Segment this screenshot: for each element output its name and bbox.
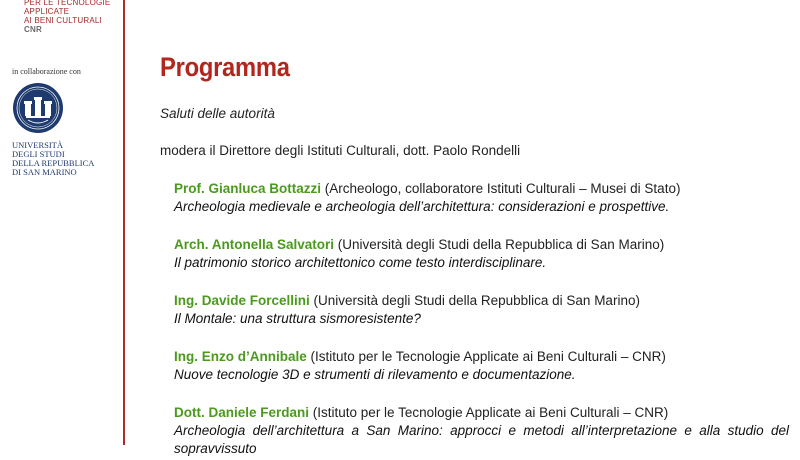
org-name-line: PER LE TECNOLOGIE (24, 0, 111, 7)
speaker-affiliation: (Istituto per le Tecnologie Applicate ai Beni Culturali – CNR) (309, 405, 669, 420)
collaboration-label: in collaborazione con (12, 67, 81, 76)
speaker-entry (174, 348, 789, 404)
org-cnr: CNR (24, 25, 42, 34)
talk-title: Archeologia dell’architettura a San Marino: approcci e metodi all’interpretazione e alla studio del sopravvissuto (174, 423, 789, 456)
speaker-name: Ing. Enzo d’Annibale (174, 349, 307, 364)
speaker-name: Arch. Antonella Salvatori (174, 237, 335, 252)
greetings-line: Saluti delle autorità (160, 106, 275, 121)
talk-title: Il patrimonio storico architettonico come testo interdisciplinare. (174, 255, 547, 270)
speaker-entry (174, 292, 789, 348)
speaker-affiliation: (Università degli Studi della Repubblica di San Marino) (309, 293, 640, 308)
org-name-line: AI BENI CULTURALI (24, 16, 102, 25)
university-name-line: DELLA REPUBBLICA (12, 158, 95, 168)
speaker-name: Dott. Daniele Ferdani (174, 405, 310, 420)
speaker-affiliation: (Istituto per le Tecnologie Applicate ai Beni Culturali – CNR) (306, 349, 666, 364)
vertical-divider (123, 0, 125, 445)
speaker-affiliation: (Università degli Studi della Repubblica di San Marino) (334, 237, 665, 252)
university-name-line: UNIVERSITÀ (12, 140, 63, 150)
page-title: Programma (160, 52, 290, 82)
speaker-affiliation: (Archeologo, collaboratore Istituti Culturali – Musei di Stato) (321, 181, 681, 196)
university-seal-icon (12, 82, 64, 134)
talk-title: Archeologia medievale e archeologia dell’architettura: considerazioni e prospettive. (174, 199, 670, 214)
speaker-name: Prof. Gianluca Bottazzi (174, 181, 322, 196)
speaker-name: Ing. Davide Forcellini (174, 293, 310, 308)
moderator-line: modera il Direttore degli Istituti Culturali, dott. Paolo Rondelli (160, 143, 521, 158)
talk-title: Nuove tecnologie 3D e strumenti di rilevamento e documentazione. (174, 367, 576, 382)
org-name-line: APPLICATE (24, 7, 70, 16)
speaker-entry (174, 180, 789, 236)
sidebar (0, 0, 123, 445)
university-name-line: DEGLI STUDI (12, 149, 65, 159)
speaker-entry (174, 236, 789, 292)
speaker-list (174, 180, 789, 460)
speaker-entry (174, 404, 789, 460)
talk-title: Il Montale: una struttura sismoresistente? (174, 311, 421, 326)
university-name-line: DI SAN MARINO (12, 167, 77, 177)
